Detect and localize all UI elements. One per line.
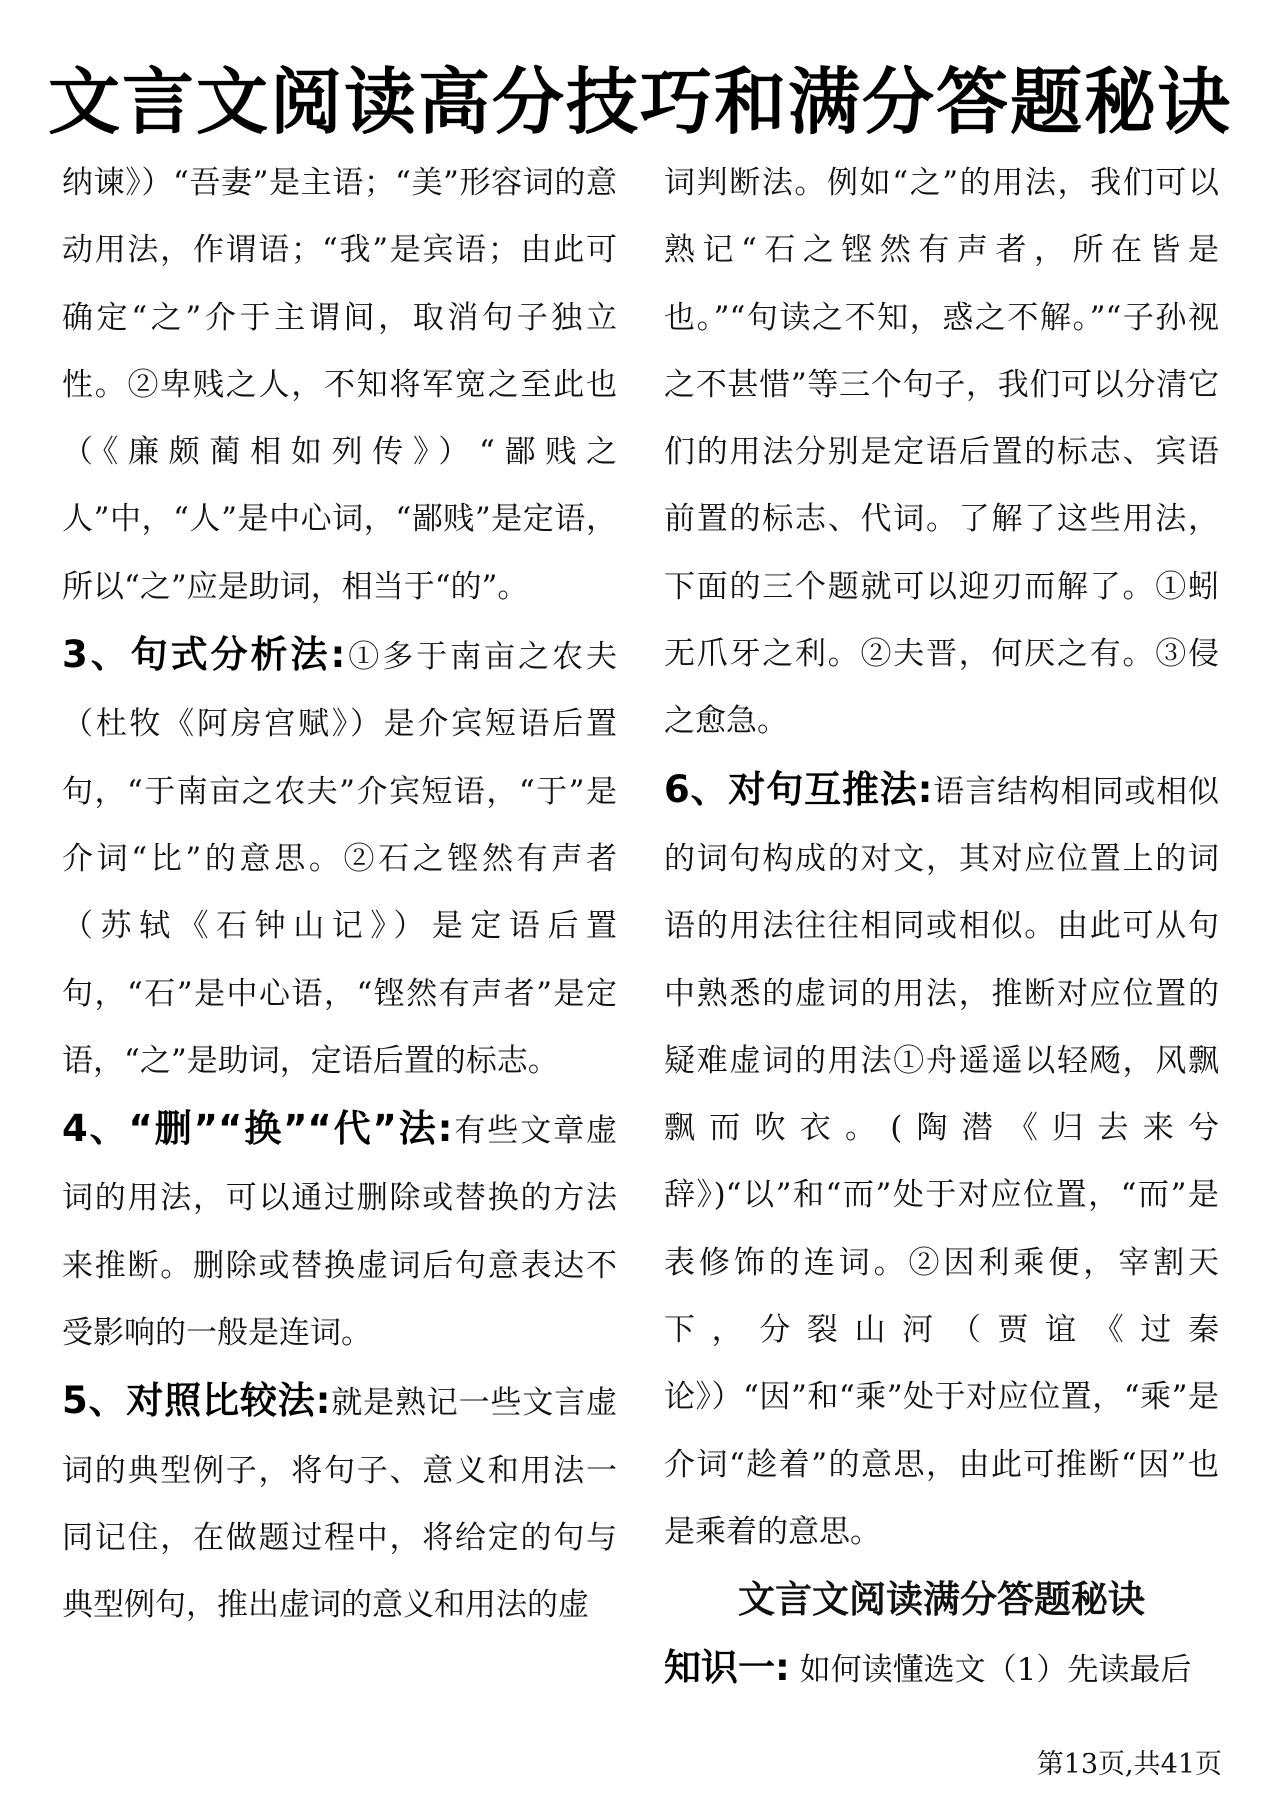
section-3-body: ①多于南亩之农夫（杜牧《阿房宫赋》）是介宾短语后置句，“于南亩之农夫”介宾短语，“于”是介词“比”的意思。②石之铿然有声者（苏轼《石钟山记》）是定语后置句，“石”是中心语，“铿然有声者”是定语，“之”是助词，定语后置的标志。 [62, 639, 618, 1079]
paragraph-continued-text: 词判断法。例如“之”的用法，我们可以熟记“石之铿然有声者，所在皆是也。”“句读之不知，惑之不解。”“子孙视之不甚惜”等三个句子，我们可以分清它们的用法分别是定语后置的标志、宾语前置的标志、代词。了解了这些用法，下面的三个题就可以迎刃而解了。①蚓无爪牙之利。②夫晋，何厌之有。③侵之愈急。 [664, 165, 1219, 740]
section-3-heading: 3、句式分析法: [62, 633, 346, 677]
section-4-heading: 4、“删”“换”“代”法: [62, 1107, 453, 1151]
section-5-body: 就是熟记一些文言虚词的典型例子，将句子、意义和用法一同记住，在做题过程中，将给定的句与典型例句，推出虚词的意义和用法的虚 [62, 1385, 618, 1624]
section-6-body: 语言结构相同或相似的词句构成的对文，其对应位置上的词语的用法往往相同或相似。由此可从句中熟悉的虚词的用法，推断对应位置的疑难虚词的用法①舟遥遥以轻飏，风飘飘而吹衣。(陶潜《归去来兮辞》)“以”和“而”处于对应位置，“而”是表修饰的连词。②因利乘便，宰割天下，分裂山河（贾谊《过秦论》）“因”和“乘”处于对应位置，“乘”是介词“趁着”的意思，由此可推断“因”也是乘着的意思。 [664, 773, 1220, 1550]
knowledge-1 [664, 1634, 1219, 1704]
section-5 [62, 1367, 617, 1639]
paragraph-continued [664, 150, 1219, 756]
section-4 [62, 1095, 617, 1367]
section-4-body: 有些文章虚词的用法，可以通过删除或替换的方法来推断。删除或替换虚词后句意表达不受影响的一般是连词。 [62, 1113, 617, 1352]
sub-heading: 文言文阅读满分答题秘诀 [738, 1578, 1145, 1622]
section-3 [62, 621, 617, 1095]
left-column [62, 150, 617, 1640]
knowledge-1-body: 如何读懂选文（1）先读最后 [789, 1651, 1192, 1688]
paragraph-intro [62, 150, 617, 621]
knowledge-1-heading: 知识一: [664, 1645, 790, 1689]
page-title: 文言文阅读高分技巧和满分答题秘诀 [47, 60, 1232, 144]
page-number: 第13页,共41页 [1036, 1749, 1222, 1780]
section-6 [664, 756, 1219, 1567]
section-6-heading: 6、对句互推法: [664, 767, 933, 811]
right-column [664, 150, 1219, 1704]
section-5-heading: 5、对照比较法: [62, 1379, 331, 1423]
paragraph-intro-text: 纳谏》）“吾妻”是主语；“美”形容词的意动用法，作谓语；“我”是宾语；由此可确定“之”介于主谓间，取消句子独立性。②卑贱之人，不知将军宽之至此也（《廉颇蔺相如列传》）“鄙贱之人”中，“人”是中心词，“鄙贱”是定语，所以“之”应是助词，相当于“的”。 [62, 165, 617, 605]
